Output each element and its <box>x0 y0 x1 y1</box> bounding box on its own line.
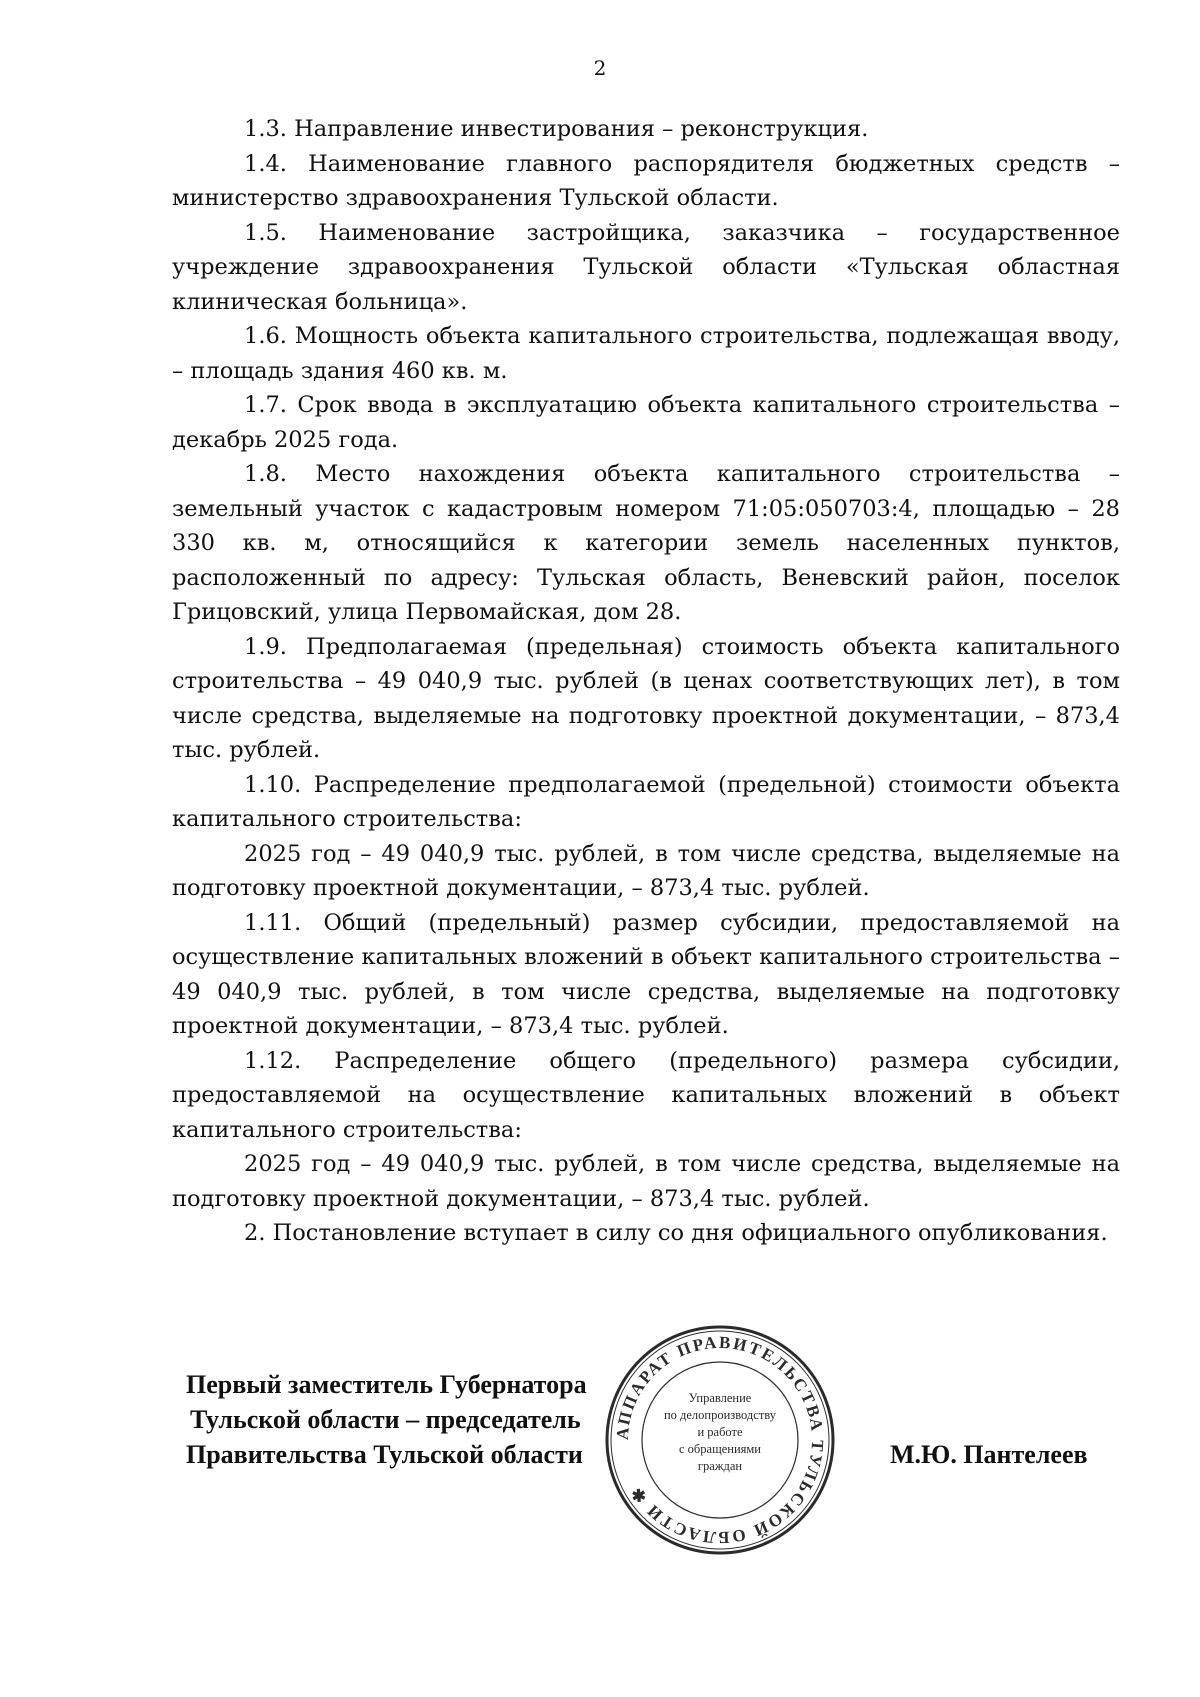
paragraph-1-11: 1.11. Общий (предельный) размер субсидии, предоставляемой на осуществление капитальных вложений в объект капитального строительства – 49 040,9 тыс. рублей, в том числе средства, выделяемые на подготовку проектной документации, – 873,4 тыс. рублей. <box>172 909 1120 1039</box>
signatory-position <box>186 1367 587 1472</box>
paragraph-1-4: 1.4. Наименование главного распорядителя бюджетных средств – министерство здравоохранения Тульской области. <box>172 150 1120 211</box>
document-body <box>172 112 1120 1251</box>
paragraph-1-12-year: 2025 год – 49 040,9 тыс. рублей, в том числе средства, выделяемые на подготовку проектной документации, – 873,4 тыс. рублей. <box>172 1151 1120 1212</box>
official-stamp <box>600 1320 840 1560</box>
stamp-center-line: с обращениями <box>679 1442 761 1456</box>
stamp-center-line: Управление <box>688 1391 752 1405</box>
stamp-center-line: граждан <box>697 1459 743 1473</box>
paragraph-1-6: 1.6. Мощность объекта капитального строительства, подлежащая вводу, – площадь здания 460 кв. м. <box>172 323 1120 384</box>
signatory-name: М.Ю. Пантелеев <box>890 1440 1088 1469</box>
paragraph-1-3: 1.3. Направление инвестирования – реконструкция. <box>244 116 869 142</box>
stamp-center-line: и работе <box>697 1425 743 1439</box>
stamp-center-text <box>640 1390 800 1475</box>
stamp-center-line: по делопроизводству <box>663 1408 777 1422</box>
signatory-position-line: Правительства Тульской области <box>186 1440 583 1469</box>
paragraph-1-5: 1.5. Наименование застройщика, заказчика – государственное учреждение здравоохранения Тульской области «Тульская областная клиническая больница». <box>172 219 1120 315</box>
paragraph-1-10: 1.10. Распределение предполагаемой (предельной) стоимости объекта капитального строительства: <box>172 771 1120 832</box>
paragraph-2: 2. Постановление вступает в силу со дня официального опубликования. <box>244 1220 1108 1246</box>
paragraph-1-7: 1.7. Срок ввода в эксплуатацию объекта капитального строительства – декабрь 2025 года. <box>172 392 1120 453</box>
paragraph-1-8: 1.8. Место нахождения объекта капитального строительства – земельный участок с кадастровым номером 71:05:050703:4, площадью – 28 330 кв. м, относящийся к категории земель населенных пунктов, расположенный по адресу: Тульская область, Веневский район, поселок Грицовский, улица Первомайская, дом 28. <box>172 461 1120 625</box>
paragraph-1-9: 1.9. Предполагаемая (предельная) стоимость объекта капитального строительства – 49 040,9 тыс. рублей (в ценах соответствующих лет), в том числе средства, выделяемые на подготовку проектной документации, – 873,4 тыс. рублей. <box>172 633 1120 763</box>
signatory-position-line: Тульской области – председатель <box>190 1405 581 1434</box>
signatory-position-line: Первый заместитель Губернатора <box>186 1370 587 1399</box>
paragraph-1-12: 1.12. Распределение общего (предельного) размера субсидии, предоставляемой на осуществление капитальных вложений в объект капитального строительства: <box>172 1047 1120 1143</box>
page-number: 2 <box>593 56 607 80</box>
svg-text:АППАРАТ ПРАВИТЕЛЬСТВА ТУЛЬСКОЙ: АППАРАТ ПРАВИТЕЛЬСТВА ТУЛЬСКОЙ ОБЛАСТИ ✱ <box>612 1332 828 1548</box>
paragraph-1-10-year: 2025 год – 49 040,9 тыс. рублей, в том числе средства, выделяемые на подготовку проектной документации, – 873,4 тыс. рублей. <box>172 840 1120 901</box>
